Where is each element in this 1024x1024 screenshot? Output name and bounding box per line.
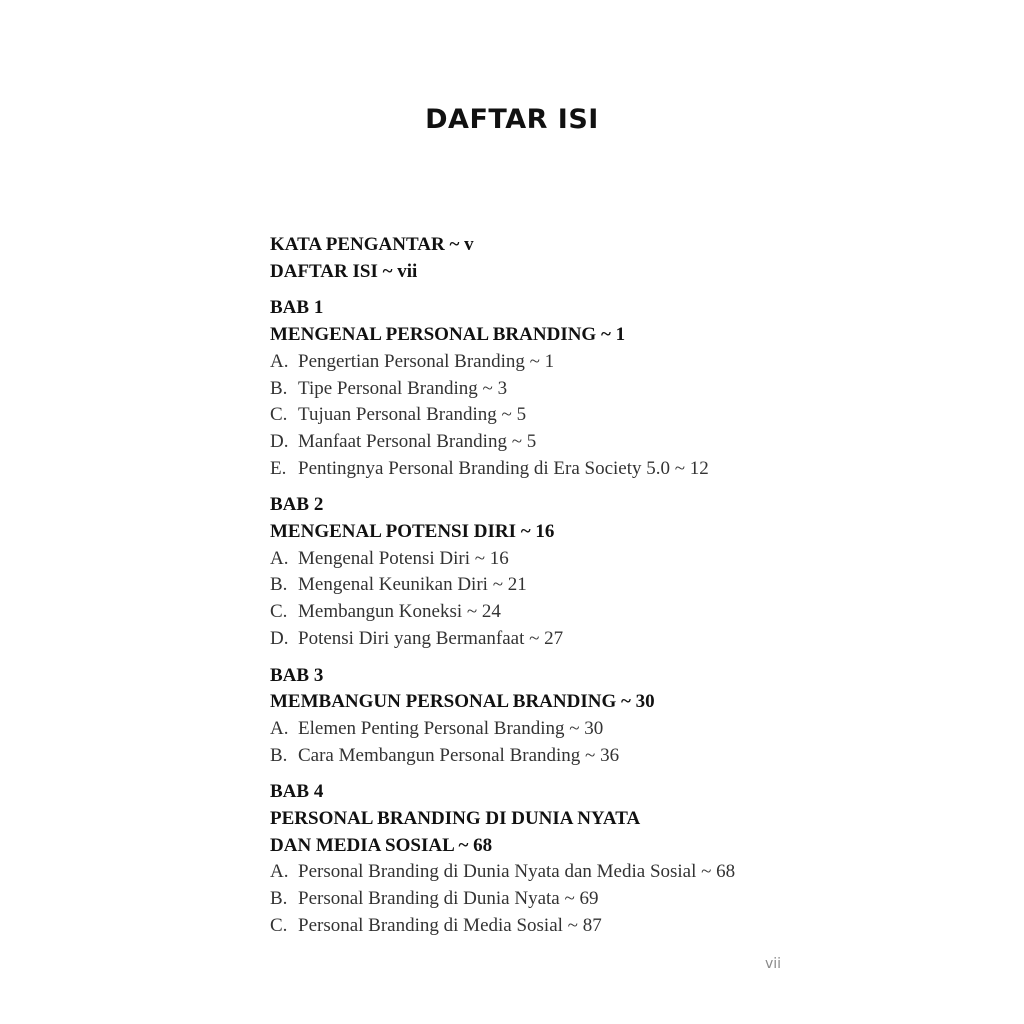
item-letter: D. (270, 430, 289, 452)
toc-item (270, 349, 890, 376)
item-text: Personal Branding di Dunia Nyata ~ 69 (298, 888, 599, 910)
item-text: Mengenal Potensi Diri ~ 16 (298, 547, 509, 569)
toc-entry-kata-pengantar: KATA PENGANTAR ~ v (270, 234, 474, 255)
item-letter: C. (270, 404, 288, 426)
table-of-contents (270, 232, 890, 940)
item-letter: D. (270, 627, 289, 649)
item-letter: A. (270, 547, 289, 569)
toc-item (270, 572, 890, 599)
item-letter: B. (270, 377, 288, 399)
toc-item (270, 546, 890, 573)
toc-item (270, 743, 890, 770)
toc-item (270, 599, 890, 626)
item-text: Elemen Penting Personal Branding ~ 30 (298, 717, 604, 739)
toc-item (270, 716, 890, 743)
toc-item (270, 376, 890, 403)
toc-entry-daftar-isi: DAFTAR ISI ~ vii (270, 260, 418, 282)
toc-item (270, 456, 890, 483)
chapter-title-continued: DAN MEDIA SOSIAL ~ 68 (270, 834, 493, 856)
chapter-label: BAB 3 (270, 664, 324, 686)
item-letter: A. (270, 717, 289, 739)
toc-item (270, 913, 890, 940)
item-letter: C. (270, 601, 288, 623)
item-letter: A. (270, 861, 289, 883)
chapter-label: BAB 1 (270, 297, 324, 319)
item-text: Mengenal Keunikan Diri ~ 21 (298, 574, 527, 596)
item-text: Personal Branding di Dunia Nyata dan Media Sosial ~ 68 (298, 861, 736, 883)
toc-item (270, 429, 890, 456)
item-text: Potensi Diri yang Bermanfaat ~ 27 (298, 627, 564, 649)
toc-item (270, 402, 890, 429)
item-text: Membangun Koneksi ~ 24 (298, 601, 501, 623)
toc-item (270, 886, 890, 913)
item-text: Personal Branding di Media Sosial ~ 87 (298, 914, 602, 936)
chapter-title: MENGENAL POTENSI DIRI ~ 16 (270, 521, 555, 543)
page-number: vii (765, 956, 782, 972)
chapter-title: PERSONAL BRANDING DI DUNIA NYATA (270, 808, 641, 830)
item-text: Pentingnya Personal Branding di Era Society 5.0 ~ 12 (298, 457, 709, 479)
chapter-label: BAB 2 (270, 494, 324, 516)
toc-item (270, 626, 890, 653)
chapter-title: MENGENAL PERSONAL BRANDING ~ 1 (270, 324, 626, 346)
item-text: Pengertian Personal Branding ~ 1 (298, 350, 555, 372)
page-title: DAFTAR ISI (425, 104, 599, 135)
item-letter: E. (270, 457, 287, 479)
item-text: Tujuan Personal Branding ~ 5 (298, 404, 527, 426)
item-text: Cara Membangun Personal Branding ~ 36 (298, 744, 620, 766)
item-letter: B. (270, 574, 288, 596)
item-text: Manfaat Personal Branding ~ 5 (298, 430, 537, 452)
toc-item (270, 859, 890, 886)
item-letter: A. (270, 350, 289, 372)
item-letter: C. (270, 914, 288, 936)
chapter-label: BAB 4 (270, 781, 324, 803)
chapter-title: MEMBANGUN PERSONAL BRANDING ~ 30 (270, 691, 655, 713)
item-letter: B. (270, 888, 288, 910)
item-letter: B. (270, 744, 288, 766)
item-text: Tipe Personal Branding ~ 3 (298, 377, 508, 399)
